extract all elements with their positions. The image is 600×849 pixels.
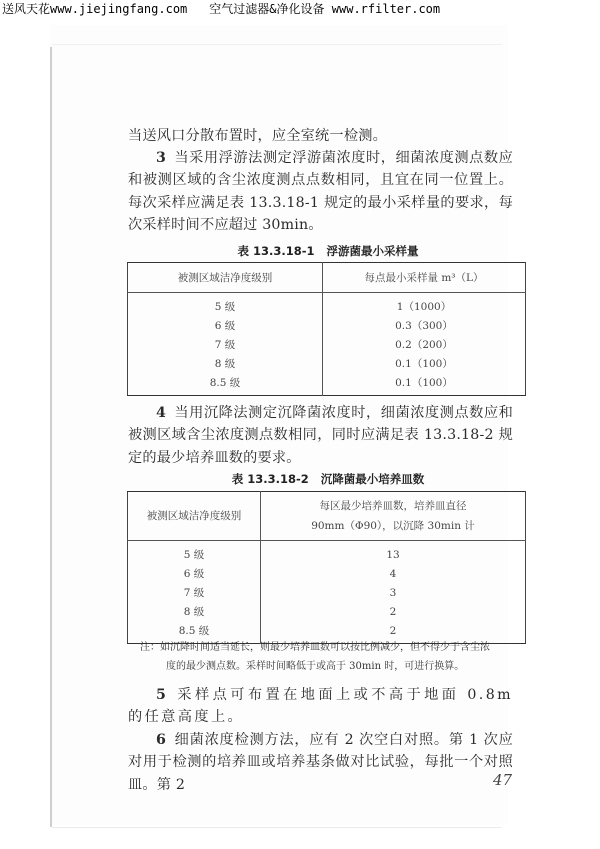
- table-row: [128, 583, 526, 602]
- paragraph-4-text: 当用沉降法测定沉降菌浓度时，细菌浓度测点数应和被测区域含尘浓度测点数相同，同时应满足表 13.3.18-2 规定的最少培养皿数的要求。: [128, 405, 513, 466]
- table2-header-dish-count: [261, 492, 526, 541]
- table-row: [128, 316, 526, 335]
- table2-header-line1: 每区最少培养皿数，培养皿直径: [319, 500, 467, 512]
- paragraph-3: [128, 147, 513, 236]
- table-row: [128, 293, 526, 317]
- table2-header-line2: 90mm（Φ90），以沉降 30min 计: [311, 520, 475, 532]
- table1-cell-grade: 8 级: [128, 354, 323, 373]
- table2-cell-count: 2: [389, 624, 397, 637]
- table1-cell-grade: 5 级: [128, 293, 323, 317]
- table1: [127, 262, 526, 396]
- table2-number: 表 13.3.18-2: [231, 472, 309, 486]
- paragraph-4: [128, 402, 513, 469]
- table1-cell-grade: 7 级: [128, 335, 323, 354]
- paragraph-6: [128, 729, 513, 796]
- paragraph-5-text: 采样点可布置在地面上或不高于地面 0.8m 的任意高度上。: [128, 687, 513, 726]
- table1-cell-volume: 1（1000）: [396, 301, 452, 313]
- watermark-site1-name: 送风天花: [2, 2, 51, 16]
- page-bottom-edge: [52, 827, 502, 828]
- table2-cell-count: 2: [389, 605, 397, 618]
- table-row: [128, 564, 526, 583]
- table1-header-sample-volume: 每点最小采样量 m³（L）: [323, 263, 526, 293]
- table2-cell-grade: 7 级: [128, 583, 261, 602]
- paragraph-3-text: 当采用浮游法测定浮游菌浓度时，细菌浓度测点数应和被测区域的含尘浓度测点点数相同，且宜在同一位置上。每次采样应满足表 13.3.18-1 规定的最小采样量的要求，每次采样时间不应超过 30min。: [128, 150, 513, 233]
- table2-cell-grade: 8 级: [128, 602, 261, 621]
- table1-title: 浮游菌最小采样量: [326, 244, 419, 258]
- paragraph-4-number: 4: [156, 405, 167, 421]
- table1-caption: [126, 243, 530, 259]
- paragraph-6-number: 6: [156, 732, 167, 748]
- table2-cell-grade: 5 级: [128, 541, 261, 565]
- table1-number: 表 13.3.18-1: [237, 244, 315, 258]
- page-top-edge: [52, 44, 502, 45]
- table1-cell-volume: 0.2（200）: [395, 339, 453, 351]
- table2: [127, 491, 526, 644]
- page-number: 47: [493, 771, 513, 789]
- paragraph-3-number: 3: [156, 150, 167, 166]
- paragraph-continuation: [128, 125, 513, 147]
- table2-note-line2: 度的最少测点数。采样时间略低于或高于 30min 时，可进行换算。: [166, 660, 465, 672]
- table1-header-grade: 被测区域洁净度级别: [128, 263, 323, 293]
- table1-cell-volume: 0.1（100）: [395, 358, 453, 370]
- table-row: [128, 541, 526, 565]
- watermark-header: [2, 1, 440, 17]
- table2-cell-count: 13: [386, 548, 400, 561]
- paragraph-6-text: 细菌浓度检测方法，应有 2 次空白对照。第 1 次应对用于检测的培养皿或培养基条做对比试验，每批一个对照皿。第 2: [128, 732, 513, 793]
- table2-title: 沉降菌最小培养皿数: [320, 472, 425, 486]
- paragraph-continuation-text: 当送风口分散布置时，应全室统一检测。: [128, 128, 387, 144]
- table-row: [128, 335, 526, 354]
- table2-cell-grade: 6 级: [128, 564, 261, 583]
- table2-caption: [126, 471, 530, 487]
- table2-cell-count: 4: [389, 567, 397, 580]
- table2-note-line1: 注：如沉降时间适当延长，则最少培养皿数可以按比例减少，但不得少于含尘浓: [140, 642, 490, 653]
- watermark-site2-name: 空气过滤器&净化设备: [209, 2, 325, 16]
- table-row: [128, 373, 526, 396]
- table1-cell-volume: 0.1（100）: [395, 377, 453, 389]
- table-row: [128, 354, 526, 373]
- watermark-site2-url[interactable]: www.rfilter.com: [331, 2, 441, 16]
- table1-cell-grade: 6 级: [128, 316, 323, 335]
- table2-header-grade: 被测区域洁净度级别: [128, 492, 261, 541]
- table1-cell-volume: 0.3（300）: [395, 320, 453, 332]
- paragraph-5-number: 5: [156, 687, 169, 703]
- table2-note: [140, 639, 532, 676]
- table1-cell-grade: 8.5 级: [128, 373, 323, 396]
- table2-cell-grade: 8.5 级: [128, 621, 261, 644]
- page-binding-edge: [50, 47, 52, 827]
- table-row: [128, 602, 526, 621]
- watermark-site1-url[interactable]: www.jiejingfang.com: [50, 2, 188, 16]
- table2-cell-count: 3: [389, 586, 397, 599]
- paragraph-5: [128, 684, 513, 729]
